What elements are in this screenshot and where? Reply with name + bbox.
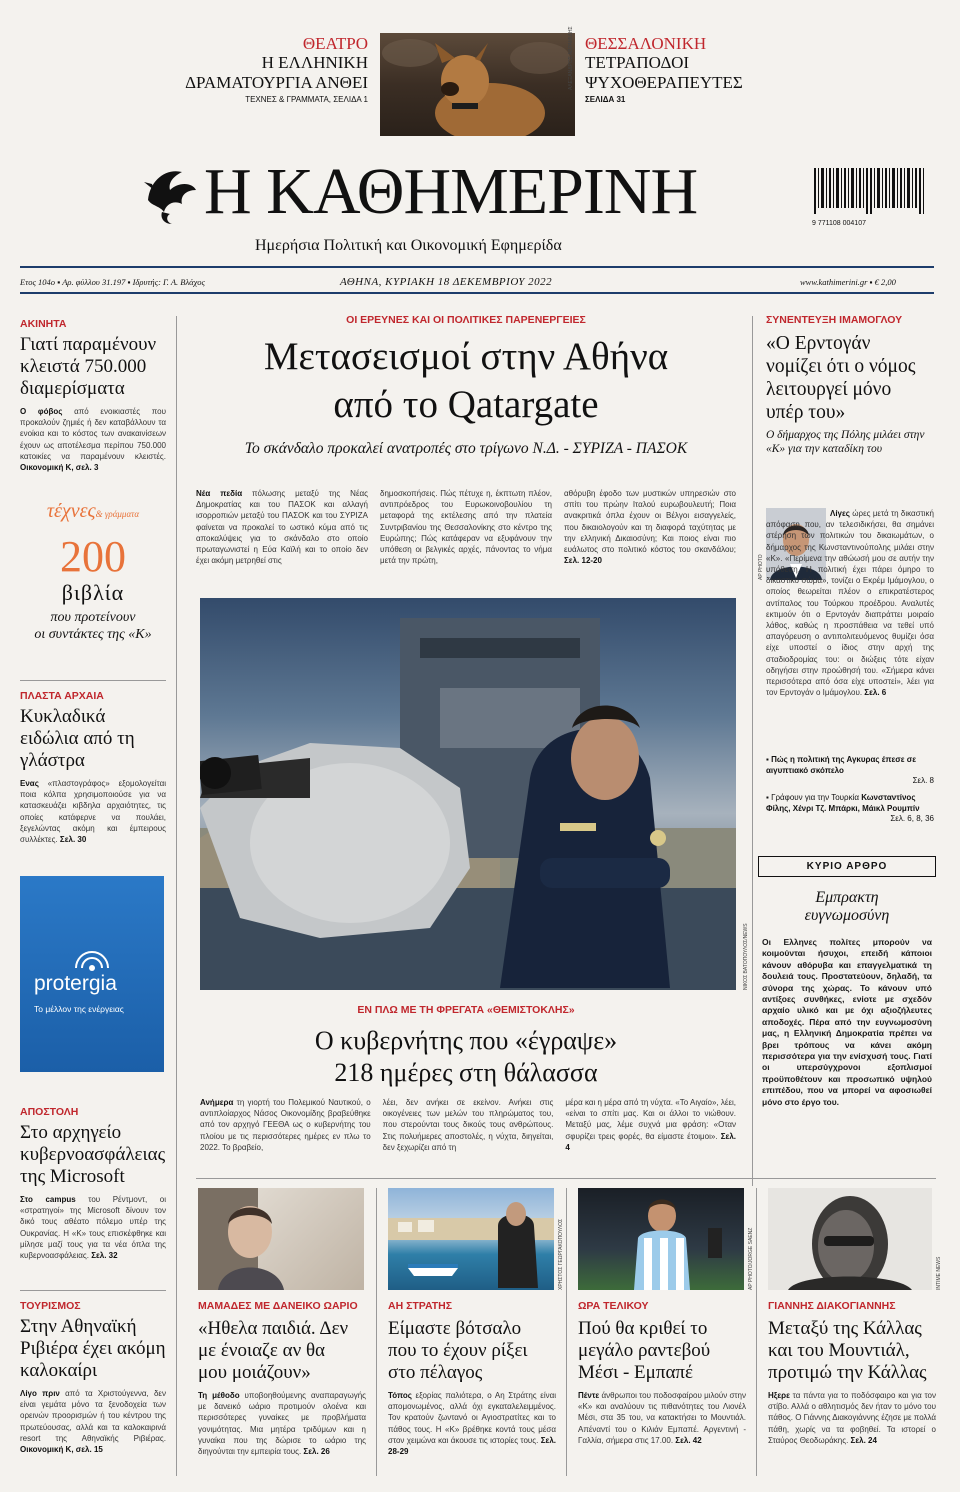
- frigate-photo: [200, 598, 736, 990]
- float-spacer: [702, 508, 766, 580]
- masthead-date: ΑΘΗΝΑ, ΚΥΡΙΑΚΗ 18 ΔΕΚΕΜΒΡΙΟΥ 2022: [340, 276, 553, 288]
- teaser-line: Η ΕΛΛΗΝΙΚΗ: [261, 53, 368, 72]
- frigate-story[interactable]: [196, 1004, 736, 1088]
- column-rule-right: [752, 316, 753, 1186]
- story-headline: Πού θα κριθεί το μεγάλο ραντεβού Μέσι - Εμπαπέ: [578, 1318, 711, 1383]
- frigate-columns: [200, 1097, 736, 1153]
- teaser-line: ΔΡΑΜΑΤΟΥΡΓΙΑ ΑΝΘΕΙ: [185, 73, 368, 92]
- story-kicker: ΤΟΥΡΙΣΜΟΣ: [20, 1300, 81, 1312]
- bottom-rule: [756, 1188, 757, 1476]
- barcode: [812, 168, 934, 227]
- story-imamoglu[interactable]: [766, 314, 936, 456]
- main-story[interactable]: [196, 314, 736, 458]
- masthead-bottom-rule: [20, 292, 934, 294]
- frigate-kicker: ΕΝ ΠΛΩ ΜΕ ΤΗ ΦΡΕΓΑΤΑ «ΘΕΜΙΣΤΟΚΛΗΣ»: [357, 1004, 575, 1016]
- bottom-rule: [376, 1188, 377, 1476]
- related-text: ▪ Γράφουν για την Τουρκία Κωνσταντίνος Φίλης, Χένρι Τζ. Μπάρκι, Μάικλ Ρουμπίν: [766, 793, 920, 813]
- editorial-title-line1: Εμπρακτη: [815, 889, 879, 906]
- dog-illustration: [380, 33, 575, 136]
- protergia-brand: protergia: [34, 972, 117, 995]
- teaser-thessaloniki[interactable]: [585, 34, 805, 104]
- story-plasta[interactable]: [20, 690, 166, 845]
- story-kicker: ΣΥΝΕΝΤΕΥΞΗ ΙΜΑΜΟΓΛΟΥ: [766, 314, 903, 326]
- story-body: Ενας «πλαστογράφος» εξομολογείται ποια κόλπα χρησιμοποιούσε για να κατασκευάζει κιβδηλα αρχαιότητες, τις οποίες κατάφερνε να πουλάει, ξεγελώντας ακόμη και έμπειρους συλλέκτες. Σελ. 30: [20, 779, 166, 845]
- teaser-line: ΨΥΧΟΘΕΡΑΠΕΥΤΕΣ: [585, 73, 743, 92]
- footballer-illustration: [578, 1188, 744, 1290]
- teaser-theatre[interactable]: [150, 34, 368, 104]
- imamoglu-body: Λίγες ώρες μετά τη δικαστική απόφαση που, αν τελεσιδικήσει, θα σημάνει στέρηση των πολιτικών του δικαιωμάτων, ο δήμαρχος της Κωνσταντινούπολης μιλάει στην «Κ». «Περίμενα την αθώωσή μου σε αυτήν την υπόθεση. Η πολιτική έχει πάρει όμηρο το δικαστικό σώμα», τονίζει ο Εκρέμ Ιμάμογλου, ο οποίος θεωρείται πλέον ο επικρατέστερος αντίπαλος του Τούρκου προέδρου. Αναλυτές εκτιμούν ότι ο Ερντογάν διαπράττει μοιραίο λάθος, καθώς η προσπάθεια να τεθεί υπό απαγόρευση ο αντιπολιτευόμενος θυμίζει όσα είχε υποστεί ο ίδιος στην αρχή της σταδιοδρομίας του: οι διώξεις τότε είχαν οδηγήσει στην προώθησή του. «Σήμερα κάνει περισσότερα από όσα είχε υποστεί», λέει για τον Ερντογάν ο Ιμάμογλου. Σελ. 6: [766, 508, 934, 698]
- texnes-word: βιβλία: [61, 580, 125, 605]
- story-body: Στο campus του Ρέντμοντ, οι «στρατηγοί» της Microsoft δίνουν τον δικό τους αθέατο πόλεμο υπέρ της Ουκρανίας. Η «Κ» τους επισκέφθηκε και μίλησε μαζί τους για τα νέα όπλα της κυβερνοασφάλειας. Σελ. 32: [20, 1195, 166, 1261]
- barcode-number: 9 771108 004107: [812, 220, 866, 227]
- story-headline: Είμαστε βότσαλο που το έχουν ρίξει στο πέλαγος: [388, 1318, 528, 1383]
- frigate-col: λέει, δεν ανήκει σε εκείνον. Ανήκει στις οικογένειες των μελών του πληρώματος του, που στερούνται τους δικούς τους ανθρώπους. Στις πολυήμερες αποστολές, η νύχτα, διηγείται, δεν ξεχωρίζει από τη: [382, 1098, 554, 1152]
- frigate-illustration: [200, 598, 736, 990]
- masthead-site[interactable]: www.kathimerini.gr: [800, 277, 868, 287]
- texnes-line: οι συντάκτες της «Κ»: [34, 627, 152, 642]
- teaser-ref: ΣΕΛΙΔΑ 31: [585, 95, 626, 104]
- story-body: Ο φόβος από ενοικιαστές που προκαλούν ζημιές ή δεν καταβάλλουν τα ενοίκια και το κόστος των ανακαινίσεων έχουν ως αποτέλεσμα περίπου 750.000 κατοικίες να παραμένουν κλειστές. Οικονομική Κ, σελ. 3: [20, 407, 166, 473]
- related-ref: Σελ. 6, 8, 36: [890, 814, 934, 823]
- story-body: Πέντε άνθρωποι του ποδοσφαίρου μιλούν στην «Κ» και αναλύουν τις πιθανότητες του Λιονέλ Μέσι, στα 35 του, να κατακτήσει το Μουντιάλ. Απέναντί του ο Κιλιάν Εμπαπέ. Αργεντινή - Γαλλία, σήμερα στις 17.00. Σελ. 42: [578, 1391, 746, 1445]
- masthead-title: Η ΚΑΘΗΜΕΡΙΝΗ: [204, 155, 698, 228]
- story-headline: «Ο Ερντογάν νομίζει ότι ο νόμος λειτουργεί μόνο υπέρ του»: [766, 333, 916, 423]
- story-kicker: ΜΑΜΑΔΕΣ ΜΕ ΔΑΝΕΙΚΟ ΩΑΡΙΟ: [198, 1300, 358, 1312]
- imamoglu-photo-credit: AP PHOTO: [758, 554, 764, 580]
- texnes-logo-sub: & γράμματα: [95, 509, 140, 519]
- masthead-year: Ετος 104ο: [20, 277, 56, 287]
- texnes-number: 200: [60, 532, 126, 581]
- teaser-ref: ΤΕΧΝΕΣ & ΓΡΑΜΜΑΤΑ, ΣΕΛΙΔΑ 1: [245, 95, 368, 104]
- main-col: Νέα πεδία πόλωσης μεταξύ της Νέας Δημοκρατίας και του ΠΑΣΟΚ και αλλαγή ισορροπιών μεταξύ του ΠΑΣΟΚ και του ΣΥΡΙΖΑ φαίνεται να προκαλεί το ωστικό κύμα από τις αποκαλύψεις για το σκάνδαλο στο οποίο πρωταγωνιστεί η Εύα Καϊλή και το οποίο δεν έχει ακόμη μετρηθεί στις: [196, 489, 368, 566]
- story-kicker: ΑΠΟΣΤΟΛΗ: [20, 1106, 79, 1118]
- bottom-story[interactable]: [198, 1300, 366, 1457]
- story-akinita[interactable]: [20, 318, 166, 473]
- bottom-story[interactable]: [578, 1300, 746, 1446]
- texnes-logo: [20, 500, 166, 525]
- bottom-photo-diakogiannis: [768, 1188, 932, 1290]
- bottom-story[interactable]: [388, 1300, 556, 1457]
- divider: [20, 1290, 166, 1291]
- frigate-headline-line1: Ο κυβερνήτης που «έγραψε»: [314, 1026, 618, 1055]
- story-kicker: ΑΚΙΝΗΤΑ: [20, 318, 67, 330]
- main-col: αθόρυβη έφοδο των μυστικών υπηρεσιών στο σπίτι του πρώην Ιταλού ευρωβουλευτή; Ποια ανακριτικά όπλα έχουν οι Βέλγοι εισαγγελείς, που δικαιολογούν και τη διαφορά ταχύτητας με την ελληνική Δικαιοσύνη; Και ποιος είναι πιο ευάλωτος στο πολιτικό κόστος του σκανδάλου; Σελ. 12-20: [564, 489, 736, 566]
- story-kicker: ΓΙΑΝΝΗΣ ΔΙΑΚΟΓΙΑΝΝΗΣ: [768, 1300, 896, 1312]
- child-illustration: [198, 1188, 364, 1290]
- divider: [20, 680, 166, 681]
- teaser-line: ΤΕΤΡΑΠΟΔΟΙ: [585, 53, 690, 72]
- texnes-promo[interactable]: [20, 500, 166, 643]
- protergia-tagline: Το μέλλον της ενέργειας: [34, 1004, 124, 1014]
- main-story-columns: [196, 488, 736, 566]
- masthead-logo-icon: [138, 160, 200, 228]
- harbor-illustration: [388, 1188, 554, 1290]
- story-kicker: ΠΛΑΣΤΑ ΑΡΧΑΙΑ: [20, 690, 104, 702]
- bottom-photo-agios: [388, 1188, 554, 1290]
- bottom-story[interactable]: [768, 1300, 936, 1446]
- masthead-info-right: www.kathimerini.gr ▪ € 2,00: [800, 277, 896, 287]
- main-col: δημοσκοπήσεις. Πώς πέτυχε η, έκπτωτη πλέον, αντιπρόεδρος του Ευρωκοινοβουλίου τη μεταφορά της εκτέλεσης από την πλατεία Συντριβανίου της Θεσσαλονίκης στο κέντρο της Ευρώπης; Πώς κατάφεραν να εξυφάνουν την υπόθεση οι βελγικές αρχές, πάνοντας το νήμα μετά την πρώτη,: [380, 489, 552, 566]
- photo-credit: ΝΙΚΟΣ ΒΑΤΟΠΟΥΛΟΣ/NEWS: [743, 923, 749, 990]
- story-headline: Στο αρχηγείο κυβερνοασφάλειας της Microsoft: [20, 1122, 166, 1187]
- story-headline: Κυκλαδικά ειδώλια από τη γλάστρα: [20, 706, 135, 771]
- masthead-founder: Ιδρυτής: Γ. Α. Βλάχος: [132, 277, 205, 287]
- masthead-issue: Αρ. φύλλου 31.197: [62, 277, 126, 287]
- story-headline: Γιατί παραμένουν κλειστά 750.000 διαμερίσματα: [20, 334, 157, 399]
- related-text: ▪ Πώς η πολιτική της Αγκυρας έπεσε σε αιγυπτιακό σκόπελο: [766, 755, 917, 775]
- story-tourismos[interactable]: [20, 1300, 166, 1455]
- texnes-line: που προτείνουν: [50, 610, 136, 625]
- bottom-photo-child: [198, 1188, 364, 1290]
- bottom-photo-credit: AP PHOTO/JORGE SAENZ: [748, 1227, 754, 1290]
- bottom-photo-messi: [578, 1188, 744, 1290]
- story-deck: Ο δήμαρχος της Πόλης μιλάει στην «Κ» για την καταδίκη του: [766, 429, 925, 455]
- main-headline-line1: Μετασεισμοί στην Αθήνα: [263, 335, 669, 378]
- texnes-logo-text: τέχνες: [46, 500, 96, 522]
- frigate-col: Ανήμερα τη γιορτή του Πολεμικού Ναυτικού, ο αντιπλοίαρχος Νάσος Οικονομίδης βραβεύθηκε από τον αρχηγό ΓΕΕΘΑ ως ο κυβερνήτης του πλοίου με τις περισσότερες ημέρες εν πλω το 2022. Το βραβείο,: [200, 1098, 371, 1152]
- story-body: Τη μέθοδο υποβοηθούμενης αναπαραγωγής με δανεικό ωάριο προτιμούν ολοένα και περισσότερες γυναίκες με προβλήματα γονιμότητας. Μια μητέρα τριδύμων και η γυναίκα που της δώρισε το ωάριο της διηγούνται την εμπειρία τους. Σελ. 26: [198, 1391, 366, 1457]
- story-kicker: ΩΡΑ ΤΕΛΙΚΟΥ: [578, 1300, 649, 1312]
- main-headline-line2: από το Qatargate: [333, 383, 599, 426]
- masthead-subtitle: Ημερήσια Πολιτική και Οικονομική Εφημερίδα: [255, 237, 562, 254]
- teaser-photo-credit: ΑΛΕΞΑΝΔΡΟΣ ΑΒΡΑΜΙΔΗΣ: [568, 26, 574, 90]
- story-headline: «Ηθελα παιδιά. Δεν με ένοιαζε αν θα μου μοιάζουν»: [198, 1318, 349, 1383]
- masthead-top-rule: [20, 266, 934, 268]
- story-kicker: ΑΗ ΣΤΡΑΤΗΣ: [388, 1300, 453, 1312]
- bottom-rule: [566, 1188, 567, 1476]
- teaser-dog-photo: [380, 33, 575, 136]
- portrait-illustration: [768, 1188, 932, 1290]
- barcode-icon: [812, 168, 934, 214]
- story-apostoli[interactable]: [20, 1106, 166, 1261]
- editorial-body: Οι Ελληνες πολίτες μπορούν να κοιμούνται ήσυχοι, επειδή κάποιοι κάνουν αθόρυβα και επαγγελματικά τη δουλειά τους. Προστατεύουν, δηλαδή, τα σύνορα της χώρας. Το κάνουν υπό αντίξοες συνθήκες, ενίοτε με σχεδόν αρχαίο υλικό και με όχι αξιοζήλευτες αποδοχές. Πέρα από την ευγνωμοσύνη μας, η Ελληνική Δημοκρατία πρέπει να βρει τρόπους να κάνει ακόμη περισσότερα για την ενίσχυσή τους. Γιατί οι υπερσύγχρονοι εξοπλισμοί προϋποθέτουν και προσωπικό υψηλού επιπέδου, που να μπορεί να αφοσιωθεί μόνο στο έργο του.: [762, 937, 932, 1107]
- protergia-ad[interactable]: [20, 876, 164, 1072]
- imamoglu-related-1[interactable]: [766, 754, 934, 785]
- column-rule-left: [176, 316, 177, 1476]
- teaser-section: ΘΕΑΤΡΟ: [302, 34, 368, 53]
- story-headline: Μεταξύ της Κάλλας και του Μουντιάλ, προτιμώ την Κάλλας: [768, 1318, 927, 1383]
- imamoglu-related-2[interactable]: [766, 792, 934, 823]
- story-body: Τόπος εξορίας παλιότερα, ο Αη Στράτης είναι απομονωμένος, αλλά όχι εγκαταλελειμμένος. Τον κρατούν ζωντανό οι Αγιοστρατίτες και το πάθος τους. Η «Κ» βρέθηκε κοντά τους μέσα στον χειμώνα και άκουσε τις ιστορίες τους. Σελ. 28-29: [388, 1391, 557, 1457]
- story-body: Λίγο πριν από τα Χριστούγεννα, δεν είναι γεμάτα μόνο τα ξενοδοχεία των ορεινών προορισμών ή του κέντρου της πρωτεύουσας, αλλά και τα καλοκαιρινά resort της Αθηναϊκής Ριβιέρας. Οικονομική Κ, σελ. 15: [20, 1389, 167, 1455]
- main-kicker: ΟΙ ΕΡΕΥΝΕΣ ΚΑΙ ΟΙ ΠΟΛΙΤΙΚΕΣ ΠΑΡΕΝΕΡΓΕΙΕΣ: [346, 314, 586, 326]
- main-deck: Το σκάνδαλο προκαλεί ανατροπές στο τρίγωνο Ν.Δ. - ΣΥΡΙΖΑ - ΠΑΣΟΚ: [244, 440, 688, 457]
- bottom-photo-credit: INTIME NEWS: [936, 1256, 942, 1290]
- masthead-price: € 2,00: [874, 277, 896, 287]
- editorial-box[interactable]: [758, 856, 936, 1136]
- editorial-label: ΚΥΡΙΟ ΑΡΘΡΟ: [758, 856, 936, 877]
- masthead-info-left: Ετος 104ο ▪ Αρ. φύλλου 31.197 ▪ Ιδρυτής: Γ. Α. Βλάχος: [20, 277, 205, 287]
- story-headline: Στην Αθηναϊκή Ριβιέρα έχει ακόμη καλοκαίρι: [20, 1316, 166, 1381]
- editorial-title-line2: ευγνωμοσύνη: [804, 907, 890, 924]
- bottom-row-rule: [196, 1178, 936, 1179]
- frigate-col: μέρα και η μέρα από τη νύχτα. «Το Αιγαίο», λέει, «είναι το σπίτι μας. Και οι άλλοι το νιώθουν. Μεταξύ μας, λέμε συχνά μια φράση: «Οταν σφυρίζει τρεις φορές, θα είμαστε έτοιμοι». Σελ. 4: [565, 1098, 737, 1152]
- bottom-photo-credit: ΧΡΗΣΤΟΣ ΓΕΩΡΓΑΚΟΠΟΥΛΟΣ: [558, 1218, 564, 1290]
- related-ref: Σελ. 8: [912, 776, 934, 785]
- protergia-logo-icon: [72, 942, 112, 972]
- teaser-section: ΘΕΣΣΑΛΟΝΙΚΗ: [585, 34, 707, 53]
- story-body: Ηξερε τα πάντα για το ποδόσφαιρο και για τον στίβο. Αλλά ο αθλητισμός δεν ήταν το μόνο του πάθος. Ο Γιάννης Διακογιάννης έζησε με πολλά πάθη, χωρίς να τα φοβηθεί. Τα ιστορεί ο Σταύρος Θεοδωράκης. Σελ. 24: [768, 1391, 936, 1445]
- frigate-headline-line2: 218 ημέρες στη θάλασσα: [334, 1058, 598, 1087]
